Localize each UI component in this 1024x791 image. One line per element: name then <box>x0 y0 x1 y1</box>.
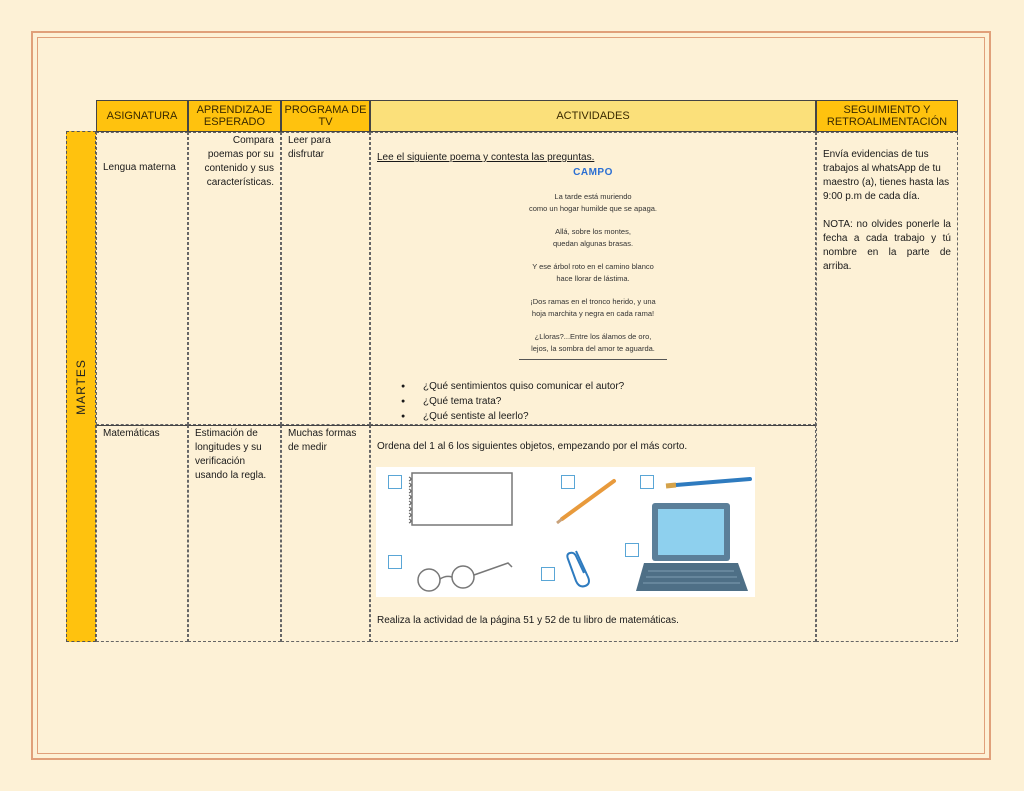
objects-illustration <box>376 467 755 597</box>
row2-asignatura <box>96 425 188 642</box>
row1-programa <box>281 132 370 425</box>
poem-line: ¿Lloras?...Entre los álamos de oro, <box>534 332 652 341</box>
header-programa: PROGRAMA DE TV <box>281 100 370 132</box>
row2-programa-text: Muchas formas de medir <box>288 428 357 453</box>
day-label: MARTES <box>74 358 88 415</box>
row1-programa-text: Leer para disfrutar <box>288 135 331 160</box>
poem-line: lejos, la sombra del amor te aguarda. <box>531 344 655 353</box>
row1-actividades <box>370 132 816 425</box>
poem-line: Y ese árbol roto en el camino blanco <box>532 262 654 271</box>
paperclip-icon <box>567 551 589 586</box>
poem-line: hoja marchita y negra en cada rama! <box>531 309 655 318</box>
seguimiento-cell <box>816 132 958 642</box>
poem-line: hace llorar de lástima. <box>556 274 630 283</box>
row1-aprendizaje <box>188 132 281 425</box>
poem-line: ¡Dos ramas en el tronco herido, y una <box>530 297 656 306</box>
question-item: ● ¿Qué tema trata? <box>397 394 624 409</box>
math-footer: Realiza la actividad de la página 51 y 52 de tu libro de matemáticas. <box>377 615 679 626</box>
row1-asignatura-text: Lengua materna <box>103 162 176 173</box>
math-instruction: Ordena del 1 al 6 los siguientes objetos, empezando por el más corto. <box>377 441 688 452</box>
notebook-icon <box>409 473 512 525</box>
header-aprendizaje: APRENDIZAJE ESPERADO <box>188 100 281 132</box>
poem-instruction: Lee el siguiente poema y contesta las preguntas. <box>377 152 595 163</box>
poem-line: quedan algunas brasas. <box>552 239 634 248</box>
poem-underline <box>519 359 667 360</box>
paintbrush-icon <box>666 479 750 486</box>
question-item: ● ¿Qué sentiste al leerlo? <box>397 409 624 424</box>
row2-programa <box>281 425 370 642</box>
poem-line: como un hogar humilde que se apaga. <box>528 204 657 213</box>
question-item: ● ¿Qué sentimientos quiso comunicar el autor? <box>397 379 624 394</box>
objects-drawing <box>376 467 755 597</box>
question-list <box>397 379 624 424</box>
row2-asignatura-text: Matemáticas <box>103 428 160 439</box>
seguimiento-text: Envía evidencias de tus trabajos al whatsApp de tu maestro (a), tienes hasta las 9:00 p.m de cada día. <box>823 149 950 202</box>
row1-asignatura <box>96 132 188 425</box>
header-asignatura: ASIGNATURA <box>96 100 188 132</box>
day-column <box>66 131 96 642</box>
seguimiento-nota: NOTA: no olvides ponerle la fecha a cada trabajo y tú nombre en la parte de arriba. <box>823 219 951 272</box>
row2-aprendizaje <box>188 425 281 642</box>
eyeglasses-icon <box>418 563 512 591</box>
poem-title: CAMPO <box>573 167 613 178</box>
header-seguimiento: SEGUIMIENTO Y RETROALIMENTACIÓN <box>816 100 958 132</box>
row2-aprendizaje-text: Estimación de longitudes y su verificación usando la regla. <box>195 428 267 481</box>
pencil-icon <box>557 481 614 523</box>
header-actividades: ACTIVIDADES <box>370 100 816 132</box>
row1-aprendizaje-text: Compara poemas por su contenido y sus características. <box>204 135 274 188</box>
laptop-icon <box>636 503 748 591</box>
poem-line: Allá, sobre los montes, <box>555 227 631 236</box>
poem-line: La tarde está muriendo <box>554 192 632 201</box>
